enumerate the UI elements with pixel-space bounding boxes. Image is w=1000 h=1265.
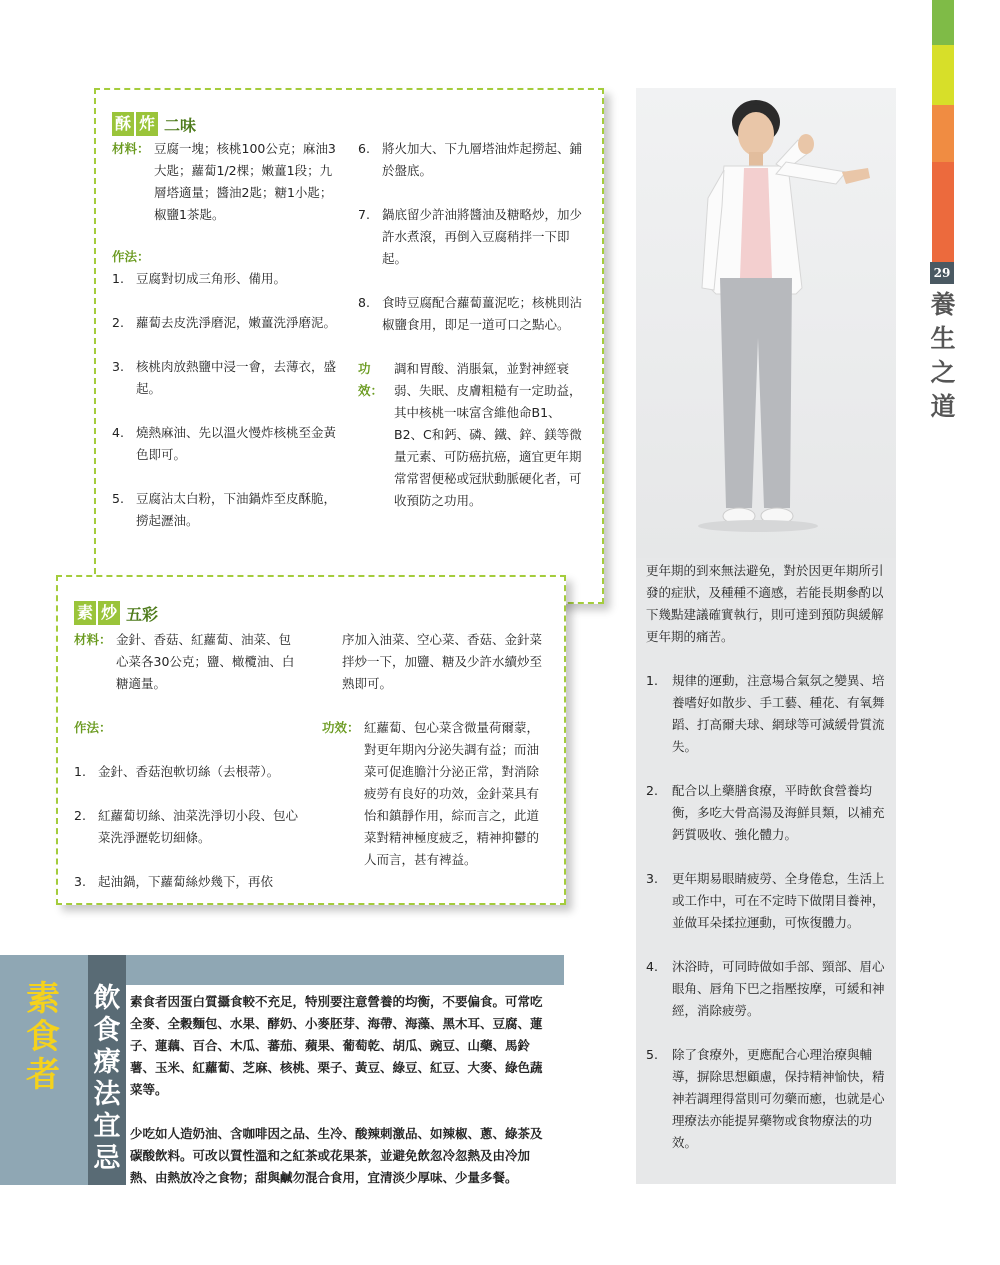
recipe-left-column [74,629,302,893]
tip-item: 5. 除了食療外，更應配合心理治療與輔導，摒除思想顧慮，保持精神愉快，精神若調理得當則可勿藥而癒，也就是心理療法亦能提昇藥物或食物療法的功效。 [646,1047,885,1150]
title-highlight-char: 酥 [112,112,134,136]
effect-text: 調和胃酸、消脹氣，並對神經衰弱、失眠、皮膚粗糙有一定助益，其中核桃一味富含維他命B1、B2、C和鈣、磷、鐵、鋅、鎂等微量元素、可防癌抗癌，適宜更年期常常習便秘或冠狀動脈硬化者，可收預防之功用。 [394,361,582,508]
step-item: 3. 核桃肉放熱鹽中浸一會，去薄衣，盛起。 [112,359,337,396]
diet-paragraph: 素食者因蛋白質攝食較不充足，特別要注意營養的均衡，不要偏食。可常吃全麥、全穀麵包、水果、酵奶、小麥胚芽、海帶、海藻、黑木耳、豆腐、蓮子、蓮藕、百合、木瓜、蕃茄、蘋果、葡萄乾、胡瓜、豌豆、山藥、馬鈴薯、玉米、紅蘿蔔、芝麻、核桃、栗子、黃豆、綠豆、紅豆、大麥、綠色蔬菜等。 [130,994,543,1097]
recipe-right-column [358,138,584,512]
title-highlight-char: 炸 [136,112,158,136]
step-item: 1. 金針、香菇泡軟切絲（去根蒂）。 [74,764,280,779]
ingredients-label: 材料： [112,141,150,156]
tips-list [646,560,890,1176]
step-continuation: 序加入油菜、空心菜、香菇、金針菜拌炒一下，加鹽、糖及少許水續炒至熟即可。 [342,632,543,691]
effect-label: 功效： [322,720,360,735]
page-number: 29 [930,262,954,284]
step-item: 4. 燒熱麻油、先以溫火慢炸核桃至金黃色即可。 [112,425,337,462]
tip-item: 1. 規律的運動，注意場合氣氛之變異、培養嗜好如散步、手工藝、種花、有氧舞蹈、打高爾夫球、網球等可減緩骨質流失。 [646,673,885,754]
woman-illustration [636,88,896,558]
title-highlight-char: 炒 [98,601,120,625]
step-item: 1. 豆腐對切成三角形、備用。 [112,271,287,286]
step-item: 7. 鍋底留少許油將醬油及糖略炒，加少許水煮滾，再倒入豆腐稍拌一下即起。 [358,207,583,266]
step-item: 2. 蘿蔔去皮洗淨磨泥，嫩薑洗淨磨泥。 [112,315,337,330]
step-item: 6. 將火加大、下九層塔油炸起撈起、鋪於盤底。 [358,141,583,178]
ingredients-text: 金針、香菇、紅蘿蔔、油菜、包心菜各30公克；鹽、橄欖油、白糖適量。 [116,632,295,691]
effect [358,358,584,512]
color-bar-red [932,162,954,262]
diet-paragraph: 少吃如人造奶油、含咖啡因之品、生冷、酸辣刺激品、如辣椒、蔥、綠茶及碳酸飲料。可改以質性溫和之紅茶或花果茶，並避免飲忽冷忽熱及由冷加熱、由熱放冷之食物；甜與鹹勿混合食用，宜清淡少厚味、少量多餐。 [130,1126,543,1185]
tips-panel [636,88,896,1184]
step-item: 3. 起油鍋，下蘿蔔絲炒幾下，再依 [74,874,274,889]
title-rest: 二味 [164,115,197,135]
method-label: 作法： [74,720,112,735]
step-item: 5. 豆腐沾太白粉，下油鍋炸至皮酥脆，撈起瀝油。 [112,491,337,528]
vegetarian-label-block [0,955,88,1185]
diet-title: 飲食療法宜忌 [93,983,121,1174]
step-item: 8. 食時豆腐配合蘿蔔薑泥吃；核桃則沾椒鹽食用，即足一道可口之點心。 [358,295,583,332]
ingredients-label: 材料： [74,632,112,647]
diet-title-block [88,955,126,1185]
recipe-title [74,601,158,625]
color-bar-yellow [932,45,954,105]
step-item: 2. 紅蘿蔔切絲、油菜洗淨切小段、包心菜洗淨瀝乾切細條。 [74,808,299,845]
vegetarian-label: 素食者 [26,979,60,1095]
method-label: 作法： [112,249,150,264]
tips-intro: 更年期的到來無法避免，對於因更年期所引發的症狀，及種種不適感，若能長期參酌以下幾點建議確實執行，則可達到預防與緩解更年期的痛苦。 [646,563,884,644]
step-list [112,268,340,532]
color-bar-green [932,0,954,45]
ingredients [112,138,340,226]
title-highlight-char: 素 [74,601,96,625]
tip-item: 4. 沐浴時，可同時做如手部、頸部、眉心眼角、唇角下巴之指壓按摩，可緩和神經，消除疲勞。 [646,959,885,1018]
color-bar-orange [932,105,954,162]
ingredients [74,629,302,695]
effect-label: 功效： [358,361,384,398]
title-rest: 五彩 [126,604,159,624]
diet-text-block [126,985,564,1185]
recipe-title [112,112,196,136]
effect [322,717,544,871]
section-color-bar [932,0,954,262]
recipe-card-stirfry [56,575,566,905]
section-title: 養生之道 [930,290,956,421]
ingredients-text: 豆腐一塊；核桃100公克；麻油3大匙；蘿蔔1/2棵；嫩薑1段；九層塔適量；醬油2匙；糖1小匙；椒鹽1茶匙。 [154,141,336,222]
recipe-left-column [112,138,340,532]
effect-text: 紅蘿蔔、包心菜含微量荷爾蒙，對更年期內分泌失調有益；而油菜可促進膽汁分泌正常，對消除疲勞有良好的功效，金針菜具有怡和鎮靜作用，綜而言之，此道菜對精神極度疲乏，精神抑鬱的人而言，甚有裨益。 [364,720,540,867]
recipe-right-column [322,629,544,871]
woman-stretching-photo [636,88,896,558]
tip-item: 3. 更年期易眼睛疲勞、全身倦怠，生活上或工作中，可在不定時下做閉目養神，並做耳朵揉拉運動，可恢復體力。 [646,871,885,930]
tip-item: 2. 配合以上藥膳食療，平時飲食營養均衡，多吃大骨高湯及海鮮貝類，以補充鈣質吸收、強化體力。 [646,783,885,842]
recipe-card-fried [94,88,604,604]
